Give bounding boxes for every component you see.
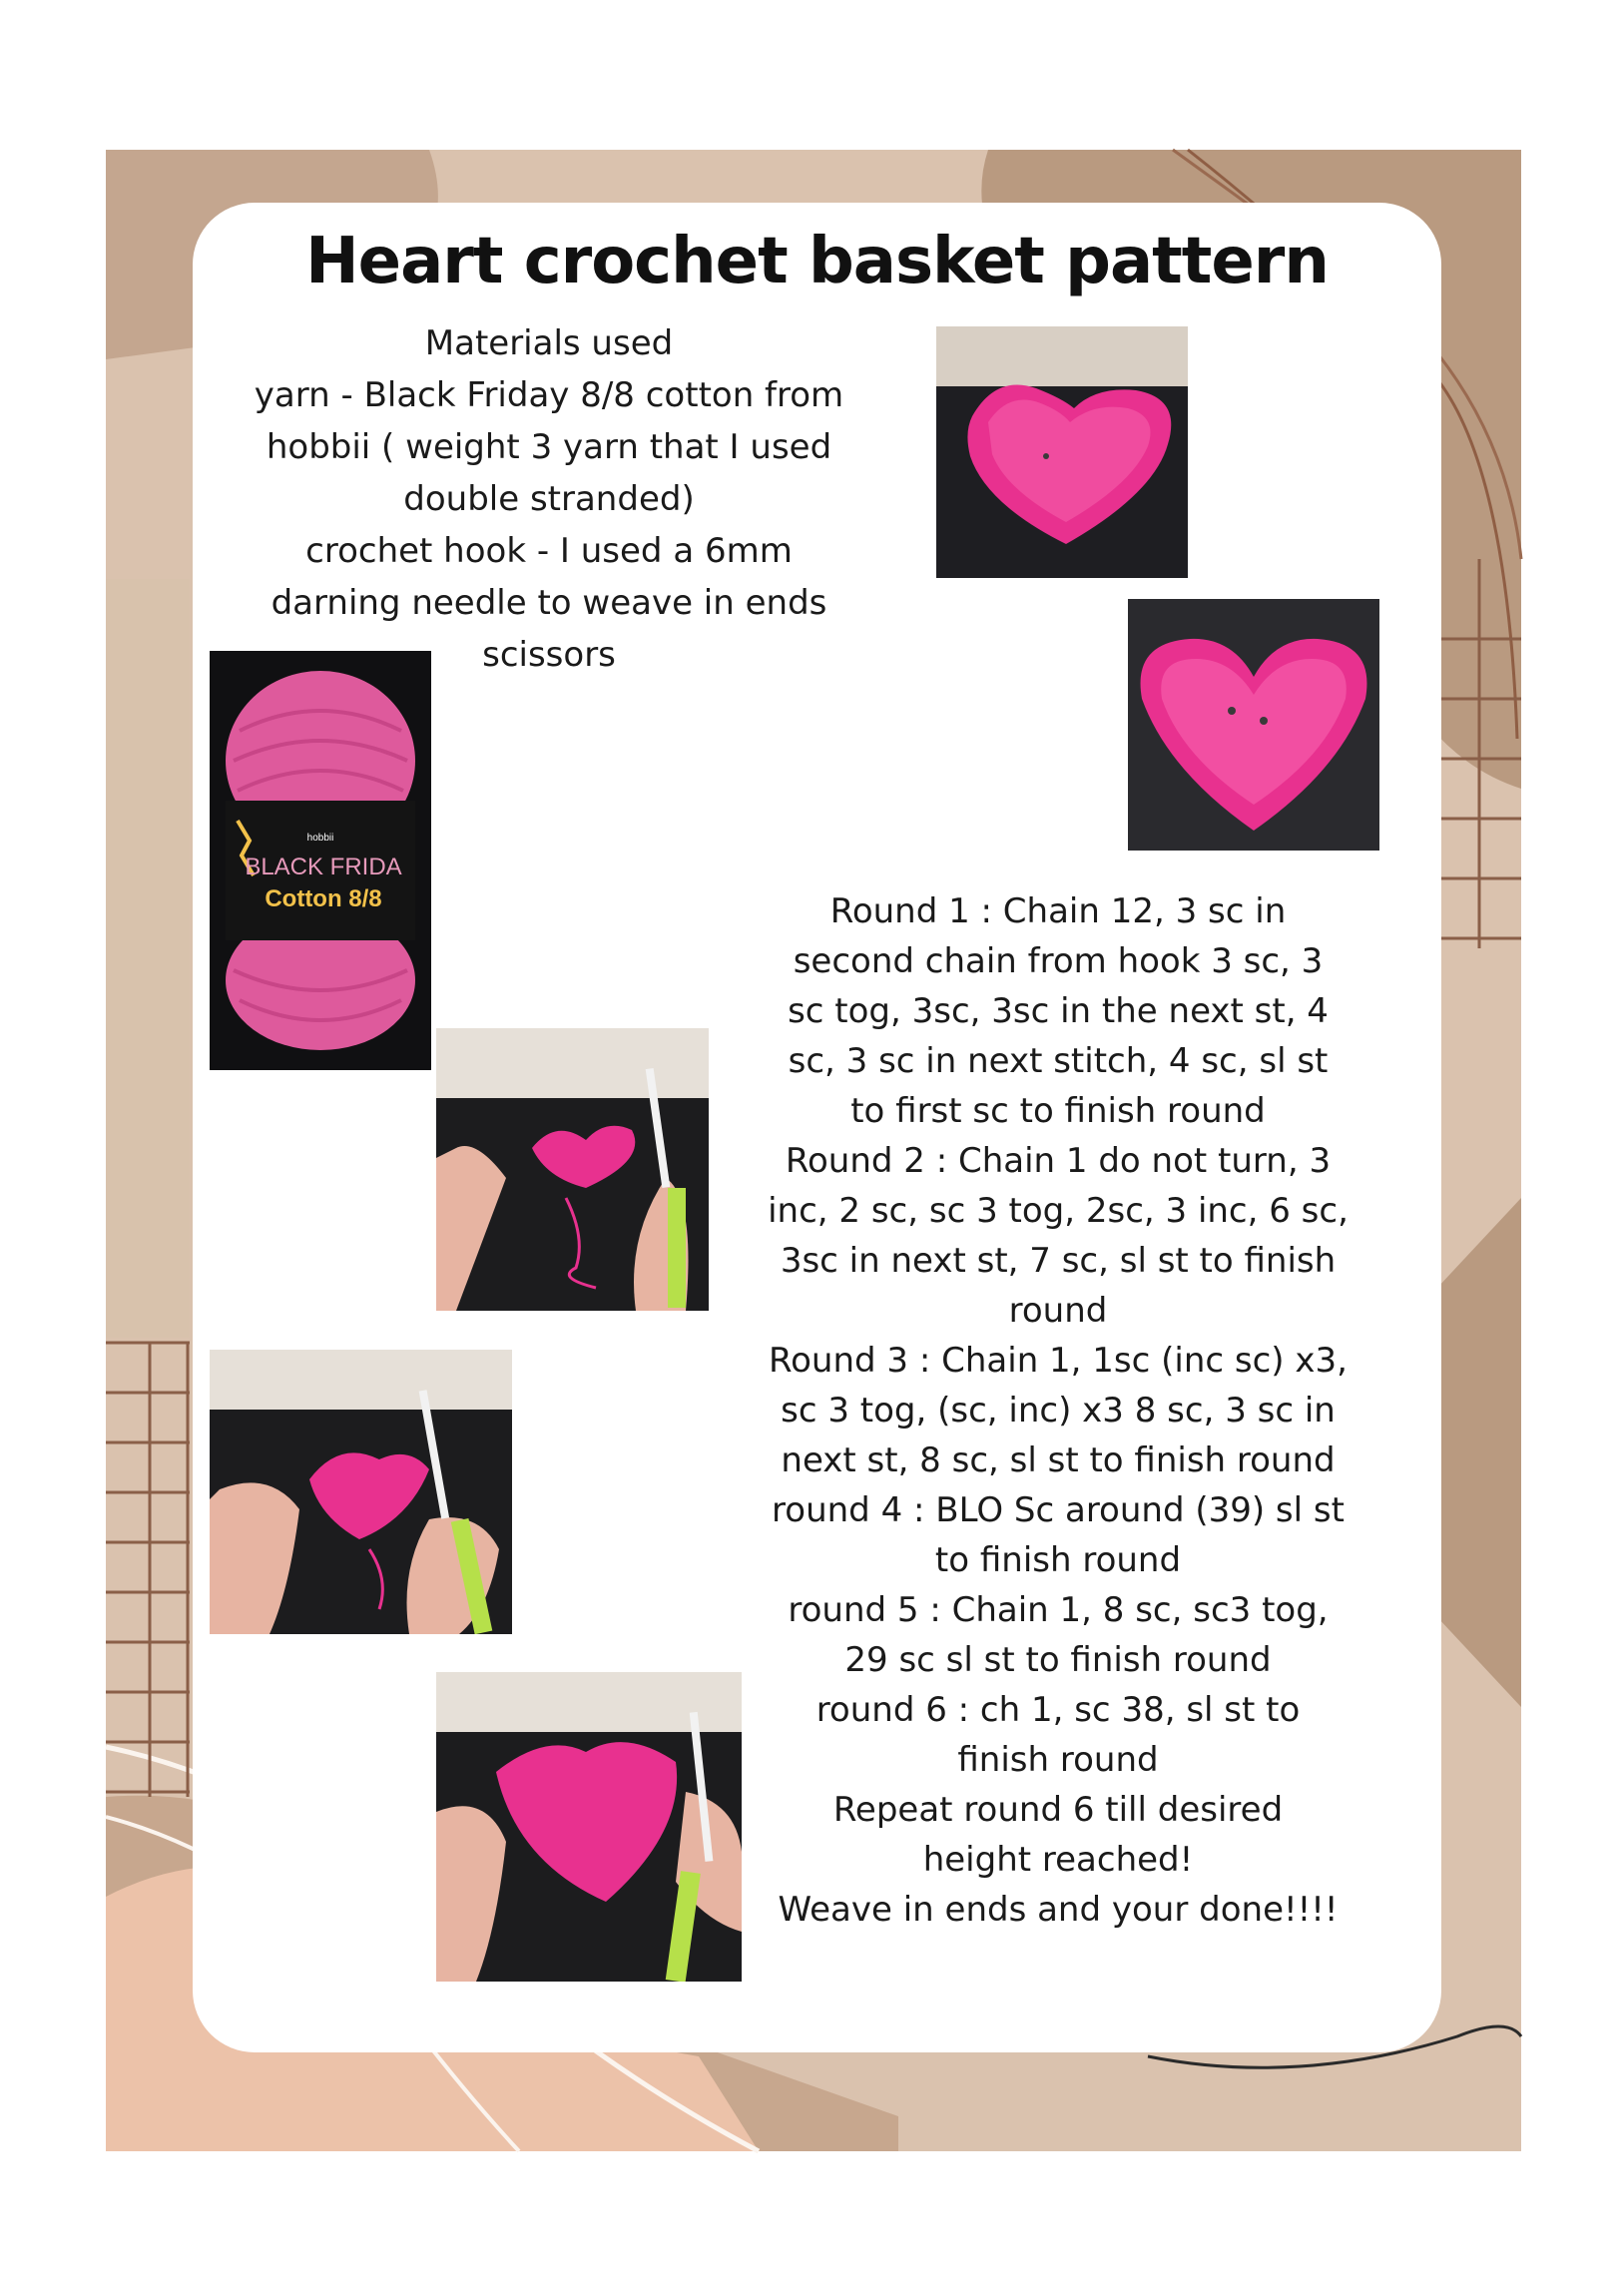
pattern-line: next st, 8 sc, sl st to finish round (781, 1440, 1336, 1480)
photo-yarn (210, 651, 431, 1070)
yarn-label-brand: hobbii (306, 833, 334, 844)
photo-basket-top (1128, 599, 1379, 851)
page-title: Heart crochet basket pattern (305, 225, 1329, 298)
pattern-line: sc 3 tog, (sc, inc) x3 8 sc, 3 sc in (781, 1391, 1336, 1431)
pattern-line: sc tog, 3sc, 3sc in the next st, 4 (788, 991, 1329, 1031)
pattern-line: second chain from hook 3 sc, 3 (793, 941, 1324, 981)
pattern-line: height reached! (922, 1840, 1194, 1880)
pattern-line: Repeat round 6 till desired (832, 1790, 1284, 1830)
pattern-line: round 4 : BLO Sc around (39) sl st (772, 1490, 1345, 1530)
pattern-line: to first sc to finish round (850, 1091, 1266, 1131)
pattern-line: finish round (957, 1740, 1159, 1780)
materials-line: scissors (482, 635, 616, 675)
yarn-label-line2: Cotton 8/8 (265, 885, 382, 912)
pattern-line: round 6 : ch 1, sc 38, sl st to (815, 1690, 1301, 1730)
materials-line: double stranded) (403, 479, 695, 519)
pattern-line: to finish round (934, 1540, 1182, 1580)
pattern-instructions (759, 886, 1357, 1935)
photo-progress-3 (436, 1672, 742, 1982)
materials-heading: Materials used (424, 323, 674, 363)
photo-progress-2 (210, 1350, 512, 1634)
materials-line: hobbii ( weight 3 yarn that I used (266, 427, 832, 467)
photo-progress-1 (436, 1028, 709, 1311)
materials-line: crochet hook - I used a 6mm (305, 531, 793, 571)
pattern-line: round (1008, 1291, 1108, 1331)
photo-basket-angled (936, 326, 1188, 578)
materials-line: darning needle to weave in ends (270, 583, 827, 623)
pattern-line: Round 1 : Chain 12, 3 sc in (829, 891, 1287, 931)
pattern-line: round 5 : Chain 1, 8 sc, sc3 tog, (788, 1590, 1329, 1630)
pattern-line: 29 sc sl st to finish round (844, 1640, 1272, 1680)
pattern-line: inc, 2 sc, sc 3 tog, 2sc, 3 inc, 6 sc, (768, 1191, 1349, 1231)
yarn-label-line1: BLACK FRIDA (245, 854, 402, 880)
pattern-line: Round 2 : Chain 1 do not turn, 3 (785, 1141, 1332, 1181)
pattern-line: Round 3 : Chain 1, 1sc (inc sc) x3, (769, 1341, 1348, 1381)
materials-line: yarn - Black Friday 8/8 cotton from (254, 375, 844, 415)
pattern-line: 3sc in next st, 7 sc, sl st to finish (780, 1241, 1337, 1281)
pattern-line: Weave in ends and your done!!!! (778, 1890, 1339, 1930)
pattern-line: sc, 3 sc in next stitch, 4 sc, sl st (788, 1041, 1329, 1081)
materials-list (200, 317, 898, 681)
